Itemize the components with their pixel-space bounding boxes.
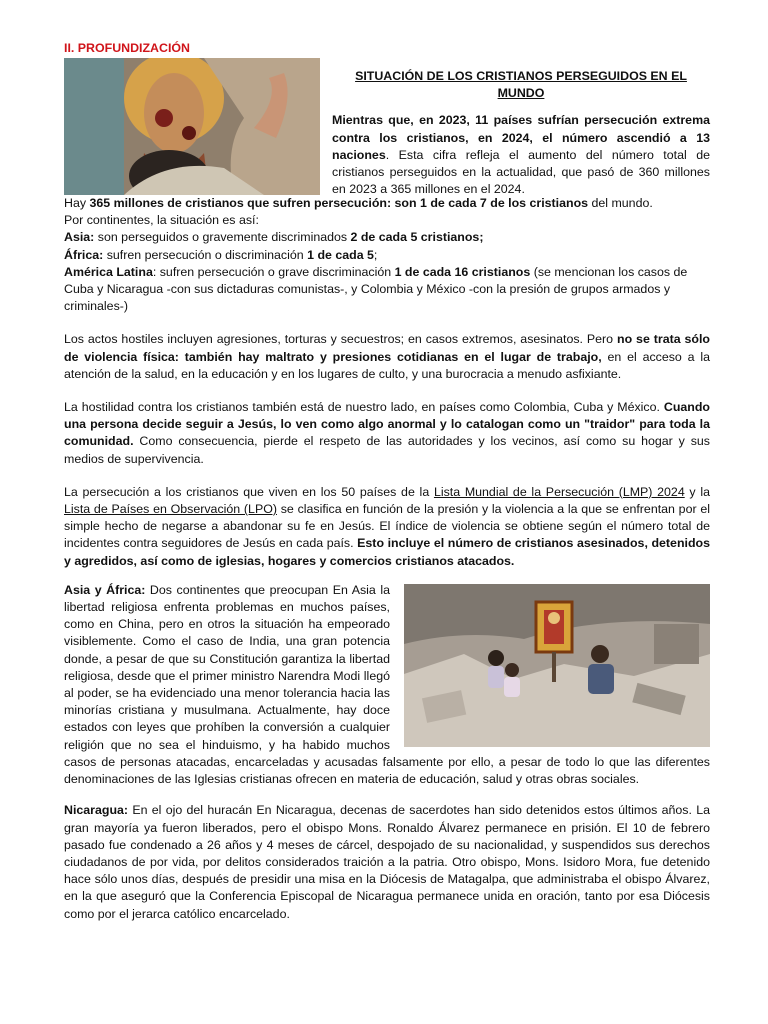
document-page: [64, 40, 710, 923]
stats-text-2: del mundo.: [588, 196, 653, 210]
latin-text-2: Como consecuencia, pierde el respeto de las autoridades y los vecinos, así como su hogar y sus medios de supervivencia.: [64, 434, 710, 466]
africa-label: África:: [64, 247, 104, 262]
lmp-link[interactable]: Lista Mundial de la Persecución (LMP) 2024: [433, 484, 685, 499]
africa-text: sufren persecución o discriminación: [103, 247, 308, 262]
jesus-painting-photo: [64, 58, 320, 195]
hostile-text-2: en el acceso a la atención de la salud, en la educación y en los lugares de culto, y una burocracia a menudo asfixiante.: [64, 349, 710, 381]
stats-text-1: Hay: [64, 196, 90, 210]
continents-intro: Por continentes, la situación es así:: [64, 213, 259, 228]
nicaragua-text: En el ojo del huracán En Nicaragua, decenas de sacerdotes han sido detenidos estos últimos años. La gran mayoría ya fueron liberados, pero el obispo Mons. Ronaldo Álvarez permanece en prisión. El 10 de febrero pasado fue condenado a 26 años y 4 meses de cárcel, despojado de su nacionalidad, y suspendidos sus derechos ciudadanos de por vida, por delitos considerados traición a la patria. Otro obispo, Mons. Isidoro Mora, fue detenido hace sólo unos días, después de presidir una misa en la Diócesis de Matagalpa, que administraba el obispo Álvarez, en la que aseguró que la Conferencia Episcopal de Nicaragua permanece unida en oración, tanto por esa Diócesis como por el jerarca católico encarcelado.: [64, 803, 710, 921]
africa-bold: 1 de cada 5: [307, 247, 374, 262]
latin-bold: Cuando una persona decide seguir a Jesús, lo ven como algo anormal y lo catalogan como un "traidor" para toda la comunidad.: [64, 400, 710, 449]
lmp-text-2: y la: [684, 484, 710, 499]
asia-africa-label: Asia y África:: [64, 582, 146, 597]
latin-text-1: La hostilidad contra los cristianos también está de nuestro lado, en países como Colombia, Cuba y México.: [64, 400, 664, 415]
intro-column: [332, 68, 710, 198]
intro-paragraph: [332, 112, 710, 198]
africa-end: ;: [373, 247, 378, 262]
asia-bold: 2 de cada 5 cristianos;: [350, 230, 484, 245]
asia-africa-block: [64, 582, 710, 788]
nicaragua-label: Nicaragua:: [64, 803, 129, 818]
ruins-illustration: [404, 584, 710, 747]
latam-bold: 1 de cada 16 cristianos: [394, 264, 531, 279]
hostile-text-1: Los actos hostiles incluyen agresiones, torturas y secuestros; en casos extremos, asesinatos. Pero: [64, 332, 617, 347]
lmp-bold: Esto incluye el número de cristianos asesinados, detenidos y agredidos, así como de iglesias, hogares y comercios cristianos atacados.: [64, 536, 710, 568]
intro-bold: Mientras que, en 2023, 11 países sufrían persecución extrema contra los cristianos, en 2024, el número ascendió a 13 naciones: [332, 113, 710, 162]
asia-line: [64, 229, 710, 246]
top-block: [64, 58, 710, 195]
section-heading: II. PROFUNDIZACIÓN: [64, 41, 190, 55]
lmp-text-1: La persecución a los cristianos que viven en los 50 países de la: [64, 484, 434, 499]
nicaragua-paragraph: [64, 802, 710, 922]
latin-hostility-paragraph: [64, 399, 710, 468]
lmp-text-3: se clasifica en función de la presión y la violencia a la que se enfrentan por el simple hecho de negarse a abandonar su fe en Jesús. El índice de violencia se obtiene según el número total de incidentes contra seguidores de Jesús en cada país.: [64, 502, 710, 551]
hostile-acts-paragraph: [64, 331, 710, 383]
jesus-painting-illustration: [64, 58, 320, 195]
asia-text: son perseguidos o gravemente discriminados: [94, 230, 351, 245]
article-title: SITUACIÓN DE LOS CRISTIANOS PERSEGUIDOS EN EL MUNDO: [355, 69, 687, 101]
hostile-bold: no se trata sólo de violencia física: también hay maltrato y presiones cotidianas en el lugar de trabajo,: [64, 332, 710, 364]
asia-label: Asia:: [64, 230, 95, 245]
ruins-children-photo: [404, 584, 710, 747]
latam-line: [64, 264, 710, 316]
latam-label: América Latina: [64, 264, 153, 279]
latam-end: (se mencionan los casos de Cuba y Nicaragua -con sus dictaduras comunistas-, y Colombia y México -con la presión de grupos armados y criminales-): [64, 264, 688, 314]
lpo-link[interactable]: Lista de Países en Observación (LPO): [64, 502, 277, 517]
lmp-paragraph: [64, 484, 710, 570]
stats-bold: 365 millones de cristianos que sufren persecución: son 1 de cada 7 de los cristianos: [89, 196, 589, 210]
africa-line: [64, 247, 710, 264]
intro-text: . Esta cifra refleja el aumento del número total de cristianos perseguidos en la actualidad, que pasó de 360 millones en 2023 a 365 millones en el 2024.: [332, 147, 710, 197]
asia-africa-text: Dos continentes que preocupan En Asia la libertad religiosa enfrenta problemas en muchos países, como en China, pero en otros la situación ha empeorado visiblemente. Como el caso de India, una gran potencia donde, a pesar de que su Constitución garantiza la libertad religiosa, desde que el primer ministro Narendra Modi llegó al poder, se ha evidenciado una menor tolerancia hacia las minorías cristiana y musulmana. Actualmente, hay doce estados con leyes que prohíben la conversión a cualquier religión que no sea el hinduismo, y ha habido muchos casos de personas atacadas, encarceladas y acusadas falsamente por ello, a pesar de todo lo que las diferentes denominaciones de las Iglesias cristianas ofrecen en materia de educación, salud y otras obras sociales.: [64, 582, 710, 787]
latam-text: : sufren persecución o grave discriminación: [152, 264, 395, 279]
